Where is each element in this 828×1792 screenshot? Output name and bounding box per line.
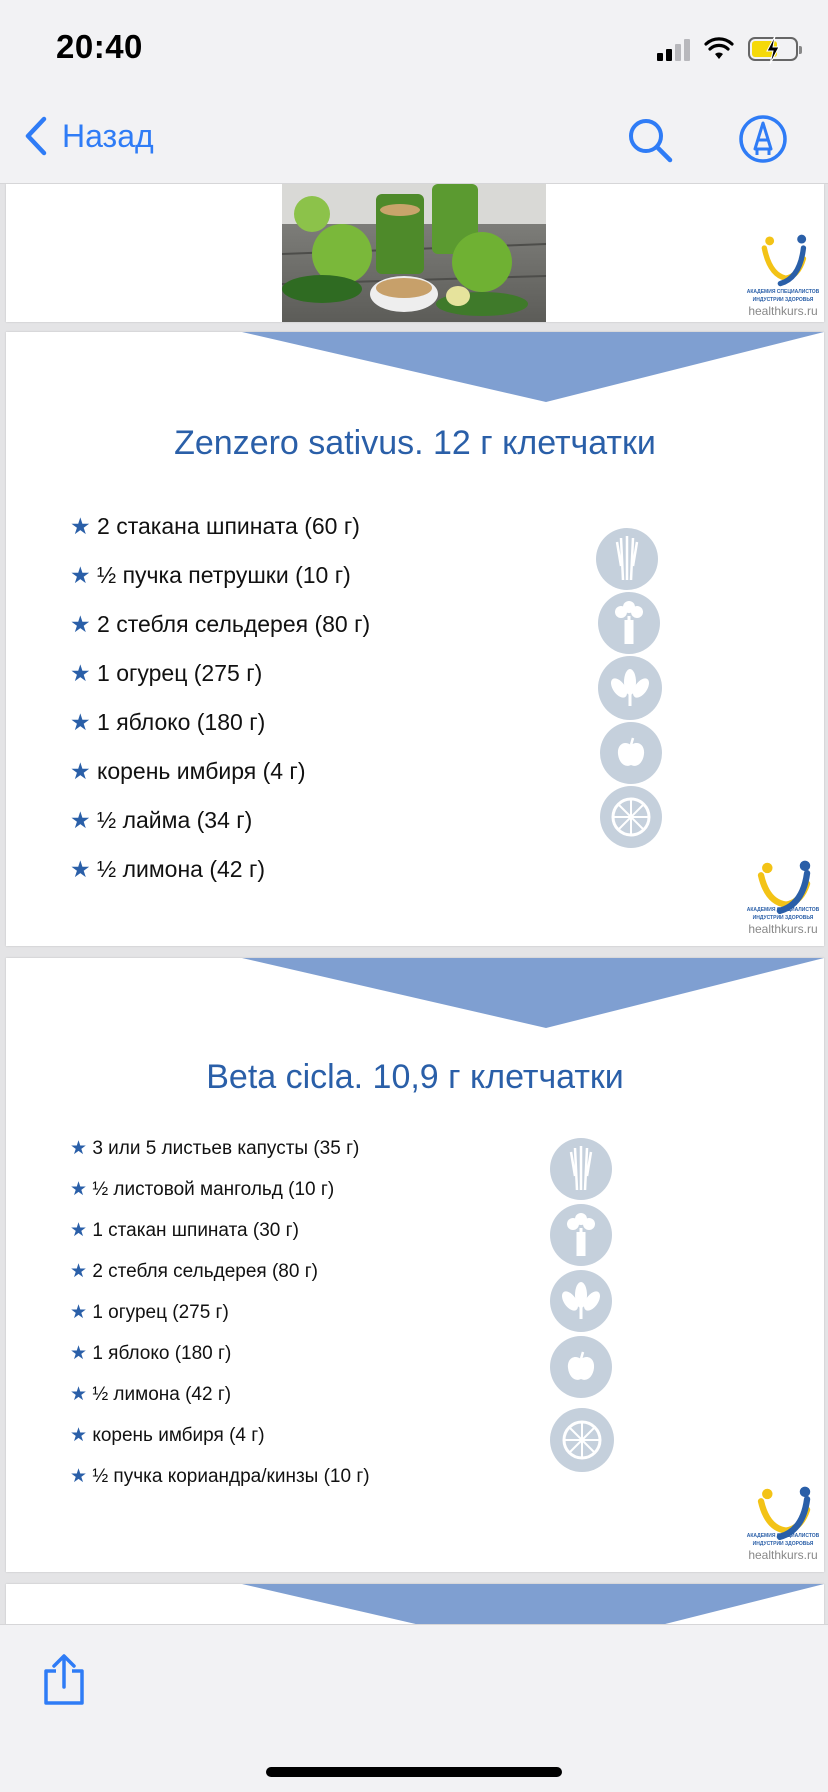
list-item: ★ 1 яблоко (180 г) [70,709,266,735]
apple-icon [600,722,662,784]
list-item: ★ ½ пучка кориандра/кинзы (10 г) [70,1465,370,1487]
star-bullet-icon: ★ [70,1384,93,1405]
pdf-document-view[interactable] [0,184,828,1624]
leek-icon [596,528,658,590]
lemon-icon [550,1408,614,1472]
smoothie-photo [282,184,546,322]
apple-icon [550,1336,612,1398]
list-item: ★ ½ лимона (42 г) [70,1383,232,1405]
star-bullet-icon: ★ [70,1220,93,1241]
slide-title: Zenzero sativus. 12 г клетчатки [174,424,656,462]
list-item: ★ 1 яблоко (180 г) [70,1342,232,1364]
list-item: ★ корень имбиря (4 г) [70,758,306,784]
home-indicator[interactable] [266,1767,562,1777]
list-item: ★ ½ лимона (42 г) [70,856,266,882]
star-bullet-icon: ★ [70,807,98,833]
star-bullet-icon: ★ [70,1343,93,1364]
status-icons [657,34,798,64]
list-item: ★ корень имбиря (4 г) [70,1424,265,1446]
celery-icon [598,592,660,654]
star-bullet-icon: ★ [70,660,98,686]
status-time: 20:40 [56,28,143,65]
navigation-bar [0,96,828,184]
chevron-left-icon [24,116,48,156]
star-bullet-icon: ★ [70,513,98,539]
list-item: ★ 1 стакан шпината (30 г) [70,1219,299,1241]
wifi-icon [704,37,734,61]
star-bullet-icon: ★ [70,856,98,882]
ingredient-list [70,502,370,894]
star-bullet-icon: ★ [70,758,98,784]
slide-banner [6,958,824,1028]
list-item: ★ ½ пучка петрушки (10 г) [70,562,351,588]
logo-site: healthkurs.ru [748,922,818,936]
pdf-page-4 [6,1584,824,1624]
battery-icon [748,37,798,61]
star-bullet-icon: ★ [70,1138,93,1159]
list-item: ★ 2 стакана шпината (60 г) [70,513,360,539]
search-icon[interactable] [626,116,674,164]
star-bullet-icon: ★ [70,562,98,588]
list-item: ★ 2 стебля сельдерея (80 г) [70,611,371,637]
logo-site: healthkurs.ru [748,1548,818,1562]
status-bar [0,0,828,96]
star-bullet-icon: ★ [70,1425,93,1446]
lemon-icon [600,786,662,848]
logo-caption: АКАДЕМИЯ СПЕЦИАЛИСТОВ ИНДУСТРИИ ЗДОРОВЬЯ [746,907,820,921]
leek-icon [550,1138,612,1200]
list-item: ★ ½ листовой мангольд (10 г) [70,1178,335,1200]
spinach-icon [598,656,662,720]
spinach-icon [550,1270,612,1332]
logo-caption: АКАДЕМИЯ СПЕЦИАЛИСТОВ ИНДУСТРИИ ЗДОРОВЬЯ [746,1533,820,1547]
pdf-page-1 [6,184,824,322]
logo-caption: АКАДЕМИЯ СПЕЦИАЛИСТОВ ИНДУСТРИИ ЗДОРОВЬЯ [746,289,820,303]
star-bullet-icon: ★ [70,611,98,637]
slide-banner [6,332,824,402]
list-item: ★ 1 огурец (275 г) [70,660,263,686]
celery-icon [550,1204,612,1266]
star-bullet-icon: ★ [70,1261,93,1282]
ingredient-list [70,1128,370,1497]
star-bullet-icon: ★ [70,1466,93,1487]
list-item: ★ 1 огурец (275 г) [70,1301,229,1323]
markup-pen-icon[interactable] [738,114,788,164]
back-label: Назад [62,117,154,154]
bottom-toolbar [0,1624,828,1792]
pdf-page-3 [6,958,824,1572]
logo-site: healthkurs.ru [748,304,818,318]
star-bullet-icon: ★ [70,709,98,735]
cellular-signal-icon [657,37,690,61]
slide-banner [6,1584,824,1624]
share-icon[interactable] [40,1653,88,1707]
list-item: ★ 3 или 5 листьев капусты (35 г) [70,1137,360,1159]
pdf-page-2 [6,332,824,946]
list-item: ★ 2 стебля сельдерея (80 г) [70,1260,318,1282]
back-button[interactable] [24,116,154,156]
star-bullet-icon: ★ [70,1302,93,1323]
star-bullet-icon: ★ [70,1179,93,1200]
slide-title: Beta cicla. 10,9 г клетчатки [206,1058,624,1096]
list-item: ★ ½ лайма (34 г) [70,807,253,833]
